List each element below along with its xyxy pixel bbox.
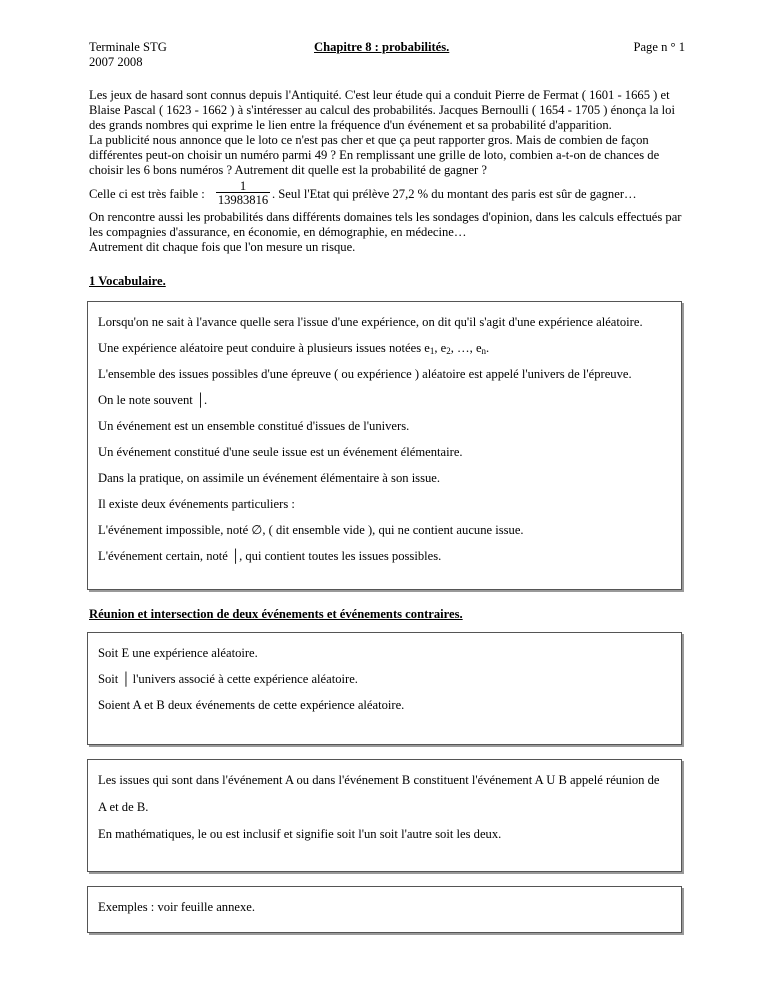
vocab-line-7: Dans la pratique, on assimile un événement élémentaire à son issue. (98, 471, 441, 485)
vocab-line-3: L'ensemble des issues possibles d'une épreuve ( ou expérience ) aléatoire est appelé l'univers de l'épreuve. (98, 367, 632, 381)
union-line-1: Les issues qui sont dans l'événement A ou dans l'événement B constituent l'événement A U B appelé réunion de (98, 773, 660, 787)
vocab-line-5: Un événement est un ensemble constitué d'issues de l'univers. (98, 419, 410, 433)
header-class-year (89, 40, 167, 70)
examples-line: Exemples : voir feuille annexe. (98, 900, 256, 914)
vocab-line-4: On le note souvent │. (98, 393, 208, 407)
header-class: Terminale STG (89, 40, 167, 54)
probability-line (89, 180, 684, 206)
union-line-3: En mathématiques, le ou est inclusif et signifie soit l'un soit l'autre soit les deux. (98, 827, 502, 841)
frac-after-text: . Seul l'Etat qui prélève 27,2 % du montant des paris est sûr de gagner… (272, 187, 637, 201)
page-header (89, 40, 684, 74)
vocab-line-9: L'événement impossible, noté ∅, ( dit ensemble vide ), qui ne contient aucune issue. (98, 523, 524, 537)
vocab-line-8: Il existe deux événements particuliers : (98, 497, 295, 511)
setup-box (87, 632, 682, 745)
intro-paragraph-1: Les jeux de hasard sont connus depuis l'Antiquité. C'est leur étude qui a conduit Pierre de Fermat ( 1601 - 1665 ) et Blaise Pascal ( 1623 - 1662 ) à s'intéresser au calcul des probabilités. Jacques Bernoulli ( 1654 - 1705 ) énonça la loi des grands nombres qui exprime le lien entre la fréquence d'un événement et sa probabilité d'apparition. (89, 88, 675, 132)
document-page (89, 40, 684, 933)
vocab-line-6: Un événement constitué d'une seule issue est un événement élémentaire. (98, 445, 463, 459)
frac-before-text: Celle ci est très faible : (89, 187, 205, 201)
omega-symbol: │ (121, 672, 131, 686)
vocab-line-1: Lorsqu'on ne sait à l'avance quelle sera l'issue d'une expérience, on dit qu'il s'agit d'une expérience aléatoire. (98, 315, 643, 329)
omega-symbol: │ (231, 549, 240, 563)
intro-paragraph-3: On rencontre aussi les probabilités dans différents domaines tels les sondages d'opinion, dans les calculs effectués par les compagnies d'assurance, en économie, en démographie, en médecine… (89, 210, 682, 239)
fraction-numerator: 1 (216, 180, 270, 193)
intro-paragraph-4: Autrement dit chaque fois que l'on mesure un risque. (89, 240, 356, 254)
fraction-denominator: 13983816 (217, 193, 269, 207)
vocab-line-10: L'événement certain, noté │, qui contient toutes les issues possibles. (98, 549, 442, 563)
page-number: Page n ° 1 (633, 40, 685, 54)
section-vocabulary-title: 1 Vocabulaire. (89, 274, 166, 288)
setup-line-3: Soient A et B deux événements de cette expérience aléatoire. (98, 698, 405, 712)
header-year: 2007 2008 (89, 55, 143, 69)
setup-line-2: Soit │ l'univers associé à cette expérience aléatoire. (98, 672, 358, 686)
probability-fraction (216, 180, 270, 207)
examples-box (87, 886, 682, 933)
vocab-line-2: Une expérience aléatoire peut conduire à plusieurs issues notées $e_1$, $e_2$, …, $e_n$. (98, 341, 490, 356)
vocabulary-box (87, 301, 682, 590)
section-union-title: Réunion et intersection de deux événements et événements contraires. (89, 607, 463, 621)
setup-line-1: Soit E une expérience aléatoire. (98, 646, 258, 660)
chapter-title: Chapitre 8 : probabilités. (314, 40, 450, 54)
union-line-2: A et de B. (98, 800, 149, 814)
omega-symbol: │ (195, 393, 205, 407)
introduction (89, 88, 684, 255)
intro-paragraph-2: La publicité nous annonce que le loto ce n'est pas cher et que ça peut rapporter gros. Mais de combien de façon différentes peut-on choisir un numéro parmi 49 ? En remplissant une grille de loto, combien a-t-on de chances de choisir les 6 bons numéros ? Autrement dit quelle est la probabilité de gagner ? (89, 133, 660, 177)
union-box (87, 759, 682, 872)
